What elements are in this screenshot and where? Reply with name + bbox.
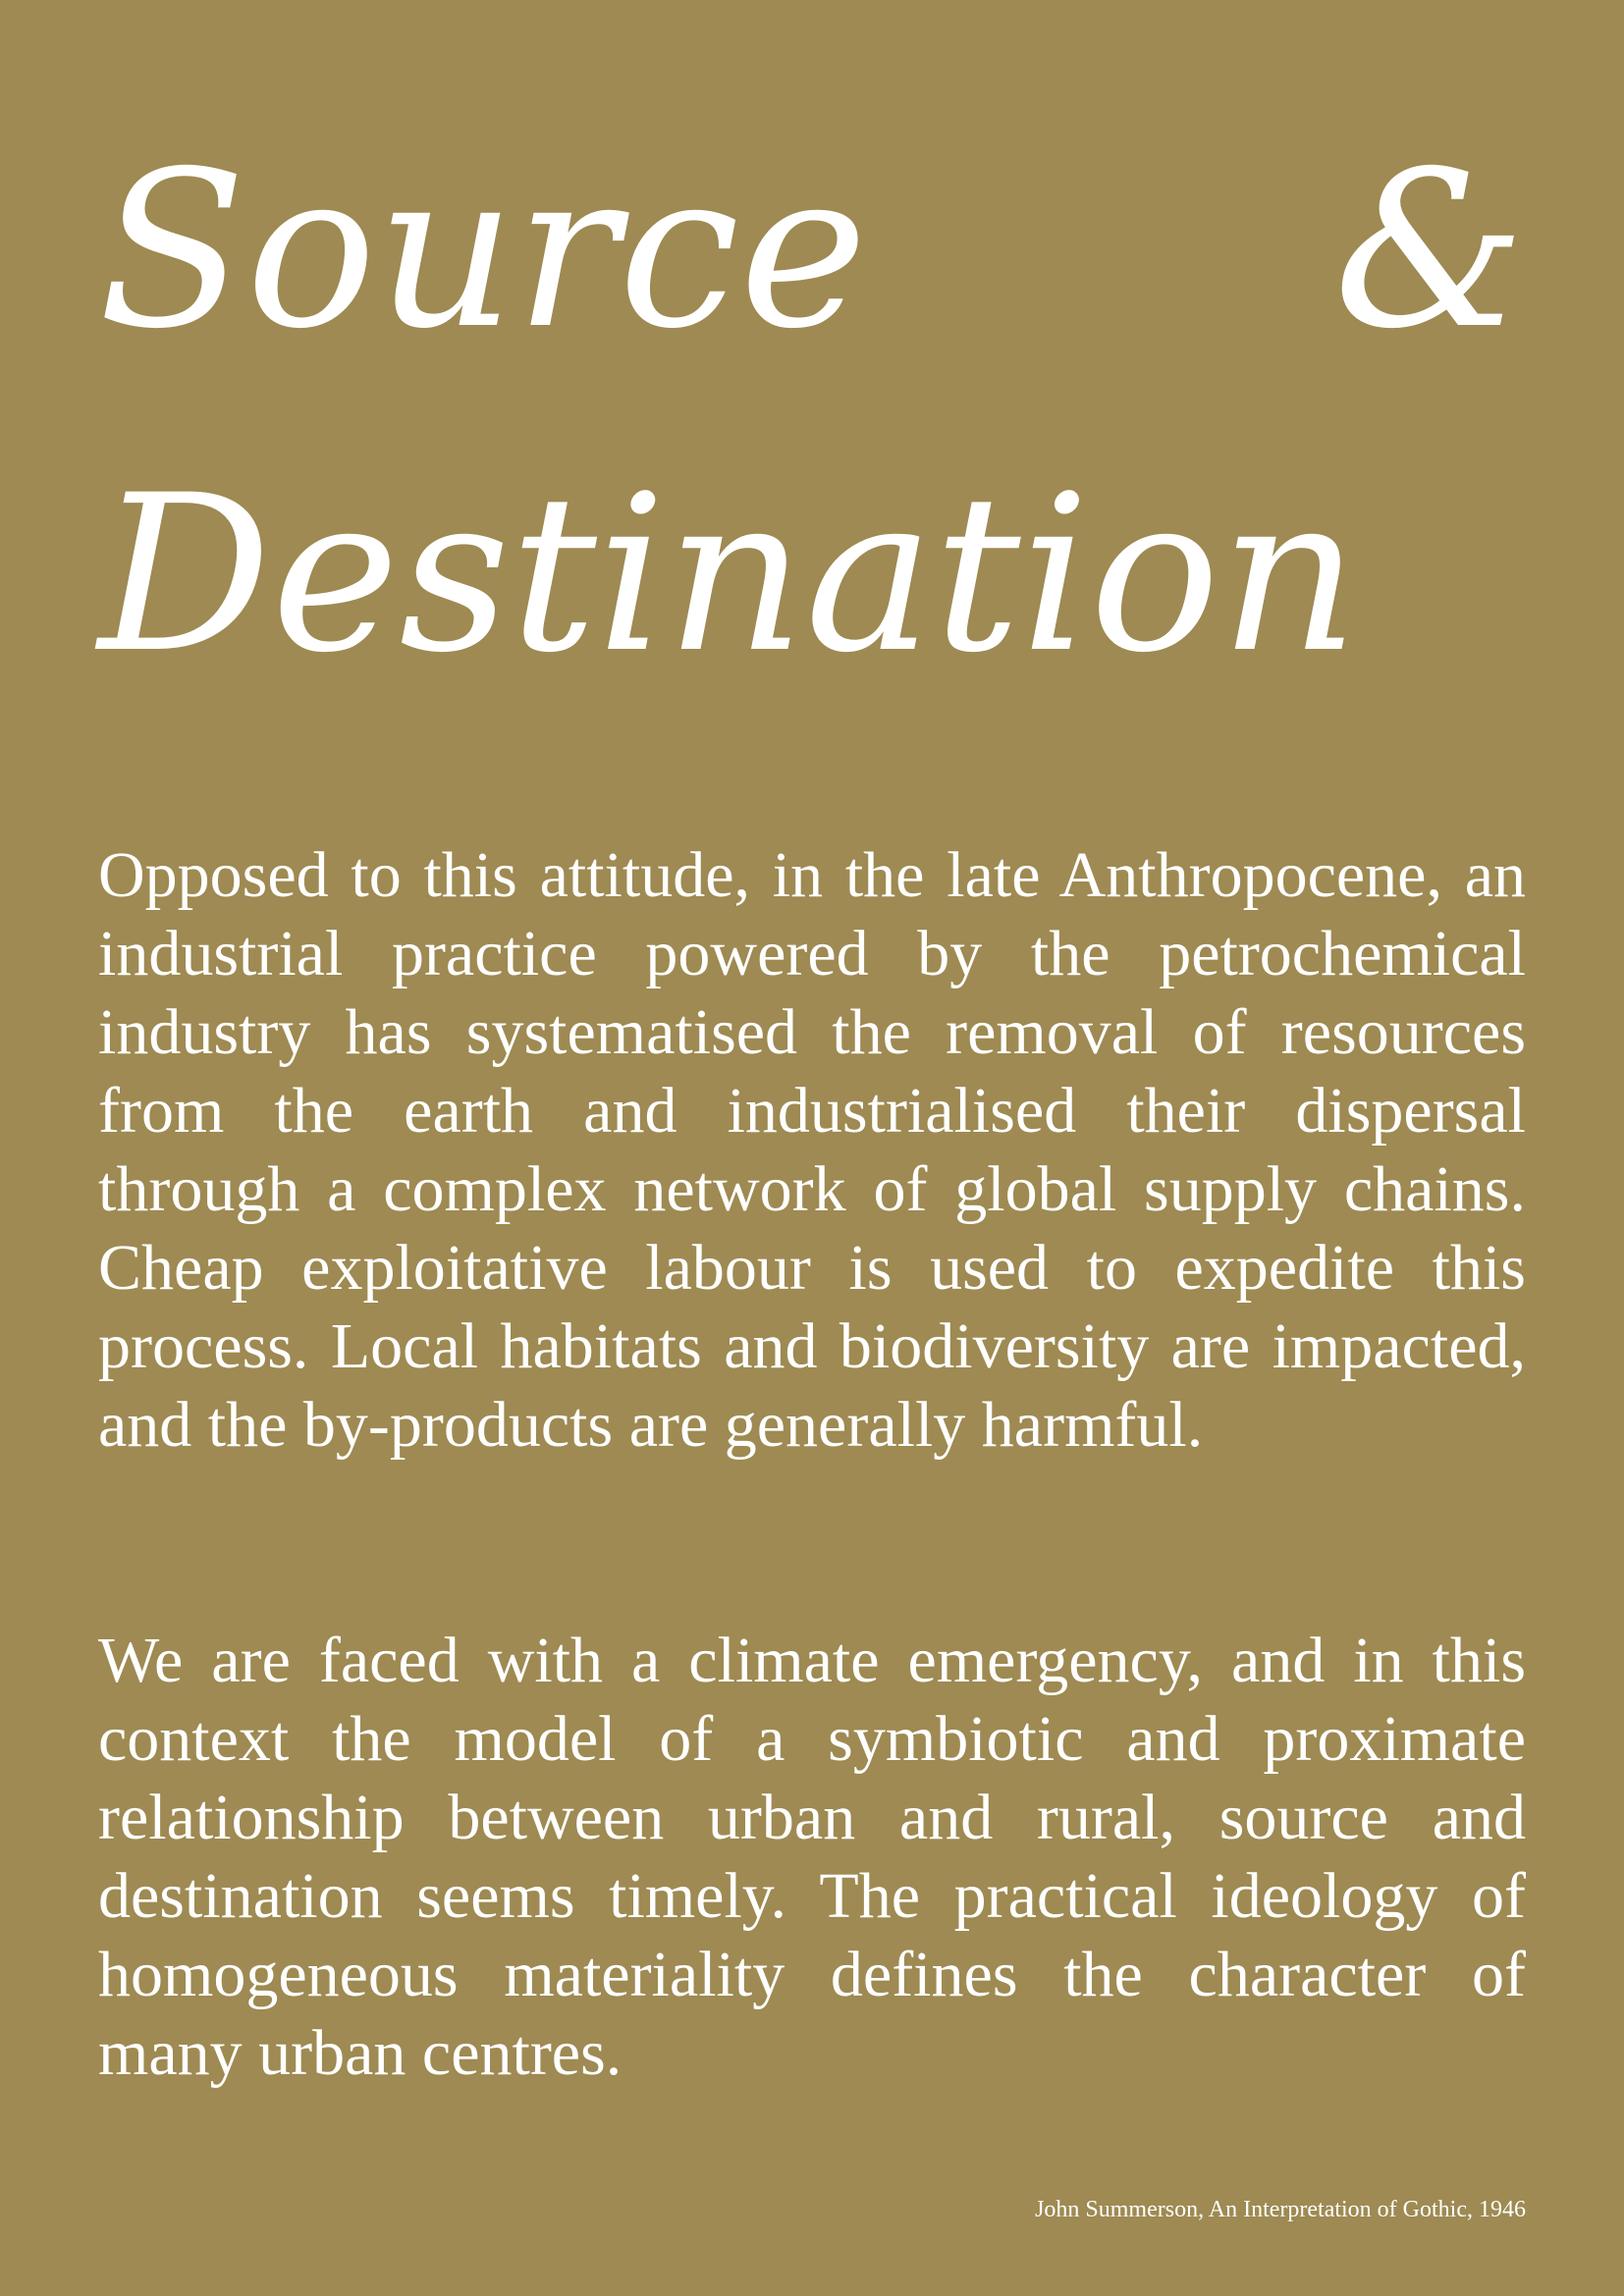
document-page [98, 0, 1526, 2296]
title-line-2: Destination [98, 449, 1360, 700]
body-paragraph-1: Opposed to this attitude, in the late Anthropocene, an industrial practice powered by the petrochemical industry has systematised the removal of resources from the earth and industrialised their dispersal through a complex network of global supply chains. Cheap exploitative labour is used to expedite this process. Local habitats and biodiversity are impacted, and the by-products are generally harmful. [98, 839, 1526, 1461]
body-paragraph-2: We are faced with a climate emergency, and in this context the model of a symbiotic and proximate relationship between urban and rural, source and destination seems timely. The practical ideology of homogeneous materiality defines the character of many urban centres. [98, 1625, 1526, 2089]
citation: John Summerson, An Interpretation of Gothic, 1946 [1035, 2197, 1526, 2222]
title-line-1 [98, 125, 1526, 376]
title-word-source: Source [98, 125, 868, 376]
title-ampersand: & [1333, 125, 1526, 376]
